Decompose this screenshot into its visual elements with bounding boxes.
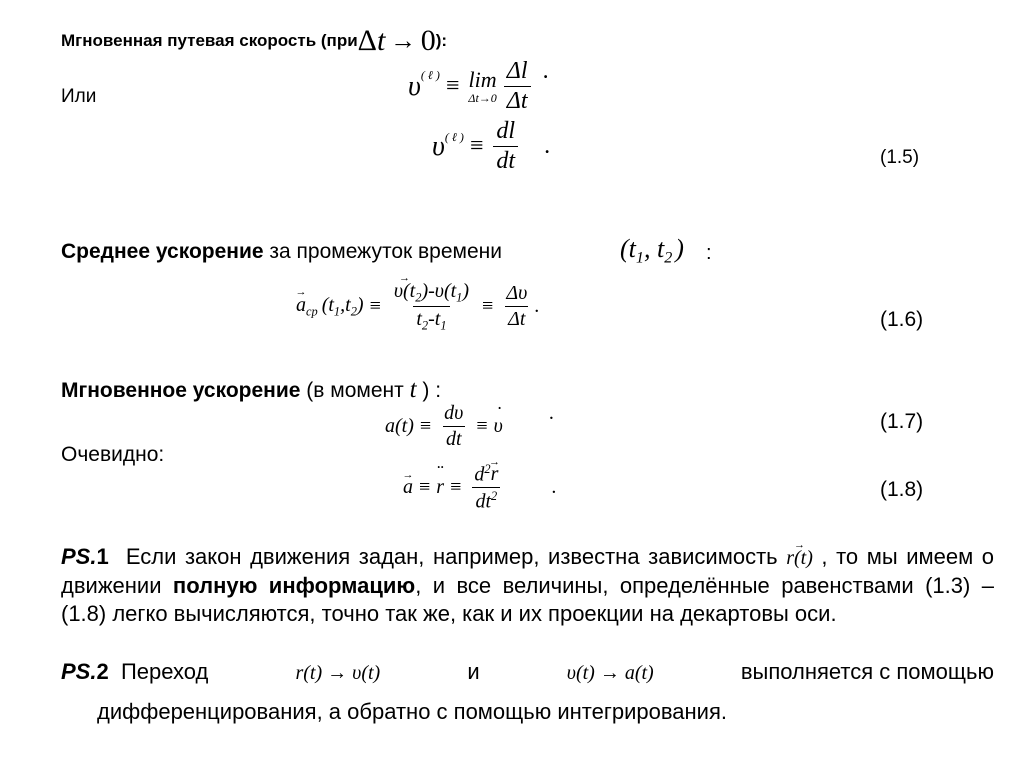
- eq-avg-args-comma: ,t: [340, 294, 351, 317]
- eq-sec-num-d: d: [474, 463, 485, 486]
- eq-speed-v: υ: [408, 70, 421, 102]
- eq-speed-num: Δl: [506, 58, 528, 84]
- inst-accel-bold: Мгновенное ускорение: [61, 379, 301, 402]
- ps2-lead: PS.: [61, 659, 97, 684]
- eq-avg-den2: Δt: [505, 306, 528, 331]
- equation-second-derivative: [403, 462, 556, 514]
- eq-avg-num: [391, 280, 472, 306]
- eq-inst-fraction: [441, 402, 466, 451]
- eq-speed-lim-block: [468, 67, 496, 106]
- equation-number-1-8: (1.8): [880, 478, 924, 501]
- eq-avg-num-end: ): [462, 280, 470, 302]
- interval-sub1: 1: [635, 249, 644, 267]
- inst-accel-post: ) :: [422, 379, 442, 402]
- eq-inst-dot: .: [548, 402, 554, 424]
- cond-t: t: [376, 24, 386, 57]
- eq-dl-fraction: [493, 118, 518, 175]
- eq-speed-den: Δt: [504, 86, 531, 115]
- inst-accel-t: t: [409, 376, 417, 403]
- equation-average-acceleration: [296, 280, 539, 334]
- eq-avg-num-mid: )-υ(t: [421, 280, 457, 302]
- avg-accel-bold: Среднее ускорение: [61, 240, 264, 263]
- eq-avg-num-s1: 1: [456, 290, 463, 305]
- eq-inst-lhs: a(t): [385, 415, 414, 437]
- equation-number-1-5: (1.5): [880, 147, 920, 168]
- ps2-lead-group: [61, 659, 208, 685]
- ps2-and: и: [467, 659, 480, 684]
- eq-sec-equiv: ≡: [419, 476, 431, 499]
- eq-speed-sup: ( ℓ ): [420, 68, 440, 82]
- eq-sec-num-sup: 2: [484, 462, 491, 476]
- eq-avg-args-open: (t: [321, 294, 334, 317]
- eq-speed-equiv: ≡: [445, 73, 460, 99]
- interval-open: (t: [620, 234, 636, 263]
- eq-inst-num: dυ: [444, 402, 464, 424]
- eq-sec-a: → a: [403, 476, 413, 499]
- eq-inst-equiv: ≡: [419, 415, 432, 437]
- ps1-rt-expr: → r(t): [786, 546, 813, 572]
- eq-avg-den-s2: 2: [421, 318, 429, 333]
- eq-speed-lim-under: Δt→0: [468, 91, 497, 105]
- eq-avg-a: [296, 294, 318, 319]
- eq-avg-num2: Δυ: [506, 282, 528, 305]
- obviously-label: Очевидно:: [61, 443, 165, 466]
- eq-inst-den: dt: [443, 426, 465, 451]
- eq-avg-dot: .: [534, 295, 540, 318]
- eq-sec-num: [471, 462, 501, 487]
- ps2-line2: дифференцирования, а обратно с помощью интегрирования.: [97, 699, 727, 724]
- heading-instant-speed-label: Мгновенная путевая скорость: [61, 31, 317, 50]
- ps1-number: 1: [96, 544, 109, 569]
- ps1-rt: [786, 547, 813, 569]
- eq-avg-num-v1: → υ(t: [394, 280, 415, 303]
- ps1-text2: , то мы имеем о движении: [61, 544, 995, 598]
- ps2-line1: [61, 659, 994, 685]
- eq-avg-args: [322, 294, 364, 319]
- interval-sub2: 2: [664, 249, 673, 267]
- eq-avg-den: [413, 306, 449, 333]
- ps1-lead: PS.: [61, 544, 97, 569]
- eq-avg-equiv: ≡: [369, 295, 381, 318]
- eq-sec-dot: .: [551, 476, 557, 499]
- interval-close: ): [675, 234, 684, 263]
- eq-speed-lim: lim: [468, 67, 497, 92]
- interval-comma: , t: [643, 234, 665, 263]
- eq-avg-args-s1: 1: [333, 304, 341, 319]
- avg-accel-line: [61, 240, 502, 264]
- ps1-text3: , и все величины, определённые равенствами (1.3) – (1.8) легко вычисляются, точно так же, как и их проекции на декартовы оси.: [61, 572, 994, 626]
- eq-sec-r: r ¨: [436, 476, 444, 499]
- eq-dl-num: dl: [496, 118, 516, 144]
- heading-instant-speed: [61, 24, 447, 58]
- eq-avg-fraction2: [503, 282, 530, 331]
- eq-sec-equiv2: ≡: [450, 476, 462, 499]
- ps2-text1: Переход: [120, 659, 209, 684]
- eq-sec-den: [472, 487, 500, 513]
- cond-zero: 0: [420, 24, 436, 57]
- eq-dl-v: υ: [432, 130, 445, 162]
- ps2-text2: выполняется с помощью: [740, 659, 994, 684]
- heading-instant-speed-post: ):: [435, 31, 448, 50]
- eq-avg-a-sub: ср: [306, 304, 318, 319]
- eq-avg-den-t2: t: [416, 308, 422, 331]
- ps2-transition2: υ(t) → a(t): [566, 662, 654, 684]
- eq-dl-sup: ( ℓ ): [444, 130, 464, 144]
- cond-delta: Δ: [357, 24, 377, 57]
- inst-accel-line: [61, 376, 441, 404]
- equation-number-1-7: (1.7): [880, 410, 924, 433]
- inst-accel-pre: (в момент: [306, 379, 404, 402]
- or-label: Или: [61, 86, 97, 107]
- eq-dl-den: dt: [493, 146, 518, 175]
- avg-accel-colon: :: [706, 242, 712, 264]
- ps1-paragraph: [61, 543, 994, 628]
- heading-instant-speed-pre: (при: [320, 31, 358, 50]
- eq-avg-a-vec: → a: [296, 294, 306, 317]
- eq-dl-dot: .: [544, 133, 551, 159]
- ps2-transition1: r(t) → υ(t): [295, 662, 381, 684]
- eq-speed-dot: .: [542, 58, 549, 84]
- eq-sec-fraction: [471, 462, 501, 514]
- eq-sec-num-r: → r: [491, 463, 499, 486]
- eq-avg-fraction: [391, 280, 472, 334]
- ps1-bold: полную информацию: [172, 572, 416, 598]
- eq-speed-fraction: [504, 58, 531, 115]
- equation-number-1-6: (1.6): [880, 308, 924, 331]
- ps2-number: 2: [96, 659, 109, 684]
- equation-speed-limit: [408, 58, 549, 115]
- eq-avg-args-s2: 2: [350, 304, 357, 319]
- equation-speed-derivative: [432, 118, 550, 175]
- cond-arrow: →: [390, 26, 417, 55]
- equation-instant-acceleration: [385, 402, 554, 451]
- eq-sec-den-dt: dt: [475, 490, 492, 513]
- eq-sec-den-sup: 2: [491, 489, 498, 504]
- eq-dl-equiv: ≡: [469, 133, 484, 159]
- avg-accel-rest: за промежуток времени: [269, 240, 502, 263]
- eq-avg-args-close: ): [356, 294, 364, 317]
- eq-inst-equiv2: ≡: [476, 415, 488, 437]
- eq-inst-rhs: υ ˙: [494, 415, 503, 438]
- eq-avg-equiv2: ≡: [482, 295, 494, 318]
- eq-avg-den-mid: -t: [428, 308, 441, 331]
- avg-accel-interval: [620, 234, 684, 268]
- eq-avg-num-s2: 2: [415, 290, 422, 305]
- ps1-text1: Если закон движения задан, например, известна зависимость: [125, 544, 778, 569]
- eq-avg-den-s1: 1: [440, 318, 447, 333]
